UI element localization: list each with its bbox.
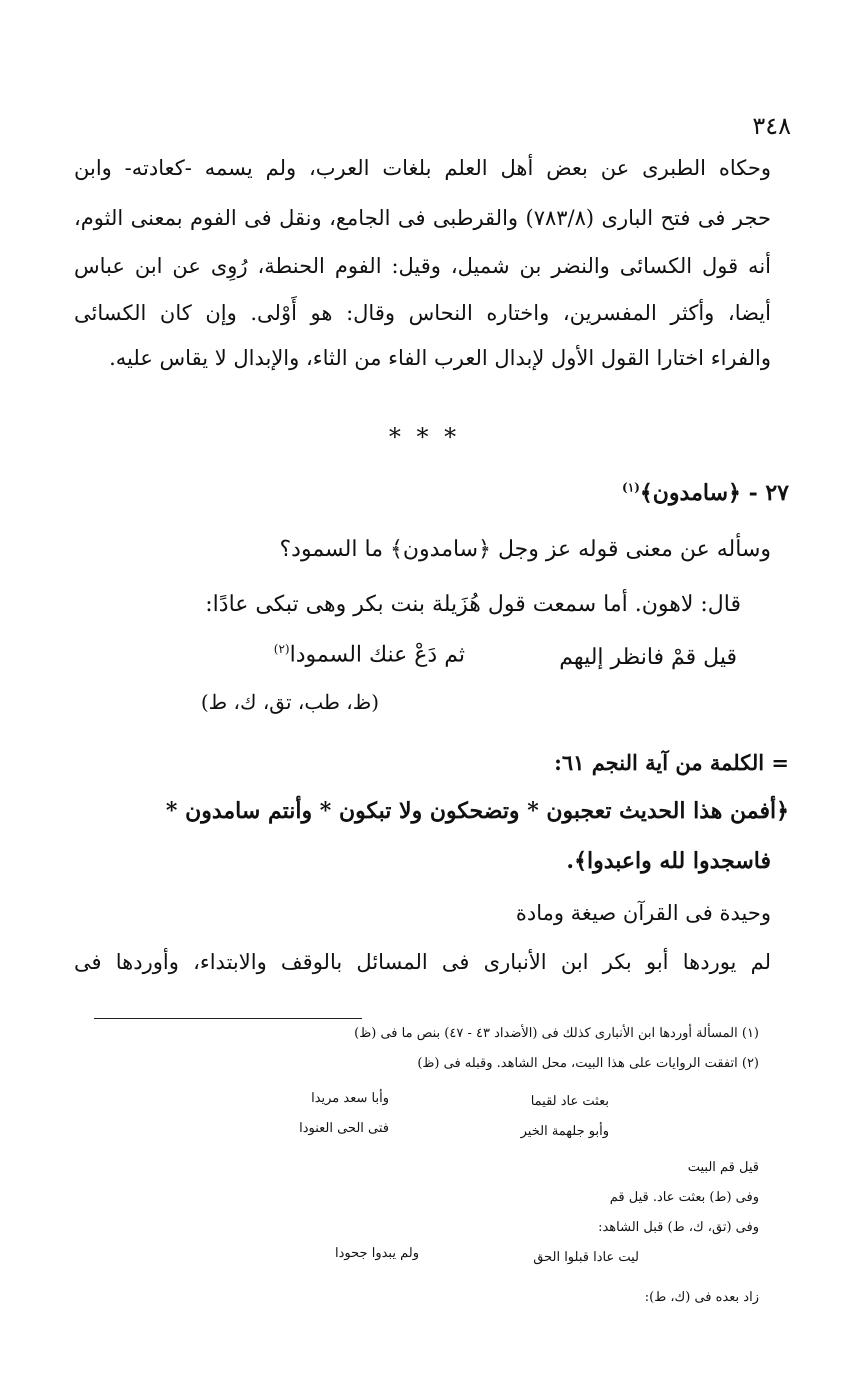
paragraph-line: أنه قول الكسائى والنضر بن شميل، وقيل: الفوم الحنطة، رُوِى عن ابن عباس xyxy=(74,254,771,278)
quran-line: فاسجدوا لله واعبدوا﴾. xyxy=(566,848,771,874)
page-number: ٣٤٨ xyxy=(752,112,791,140)
paragraph-line: والفراء اختارا القول الأول لإبدال العرب الفاء من الثاء، والإبدال لا يقاس عليه. xyxy=(109,346,771,370)
entry-heading-text: ٢٧ - ﴿سامدون﴾ xyxy=(639,480,789,506)
paragraph-line: أيضا، وأكثر المفسرين، واختاره النحاس وقال: هو أَوْلى. وإن كان الكسائى xyxy=(74,301,771,325)
paragraph-line: وحكاه الطبرى عن بعض أهل العلم بلغات العرب، ولم يسمه -كعادته- وابن xyxy=(74,156,771,180)
footnote-verse: بعثت عاد لقيما xyxy=(530,1094,609,1109)
section-separator: * * * xyxy=(388,423,461,451)
footnote-verse: فتى الحى العنودا xyxy=(299,1121,389,1136)
footnote-note: وفى (تق، ك، ط) قبل الشاهد: xyxy=(598,1220,759,1235)
uniqueness-note: وحيدة فى القرآن صيغة ومادة xyxy=(515,901,771,925)
footnote-verse: ولم يبدوا جحودا xyxy=(335,1246,419,1261)
footnote-divider xyxy=(94,1018,362,1019)
footnote-note: وفى (ط) بعثت عاد. قيل قم xyxy=(609,1190,759,1205)
footnote-note: زاد بعده فى (ك، ط): xyxy=(644,1290,759,1305)
verse-hemistich-second-text: ثم دَعْ عنك السمودا xyxy=(289,642,465,668)
verse-hemistich-first: قيل قمْ فانظر إليهم xyxy=(559,645,737,670)
footnote-verse: وأبا سعد مريدا xyxy=(311,1091,389,1106)
entry-heading xyxy=(622,480,789,506)
footnote-2: (٢) اتفقت الروايات على هذا البيت، محل الشاهد. وقبله فى (ظ) xyxy=(417,1056,759,1071)
closing-line: لم يوردها أبو بكر ابن الأنبارى فى المسائل بالوقف والابتداء، وأوردها فى xyxy=(74,950,771,974)
footnote-ref: (٢) xyxy=(273,642,290,656)
answer-line: قال: لاهون. أما سمعت قول هُزَيلة بنت بكر وهى تبكى عادًا: xyxy=(205,592,741,617)
paragraph-line: حجر فى فتح البارى (٧٨٣/٨) والقرطبى فى الجامع، ونقل فى الفوم بمعنى الثوم، xyxy=(74,206,771,230)
verse-sources: (ظ، طب، تق، ك، ط) xyxy=(200,690,379,714)
verse-context: = الكلمة من آية النجم ٦١: xyxy=(554,750,789,775)
footnote-verse: وأبو جلهمة الخير xyxy=(520,1124,609,1139)
footnote-ref: (١) xyxy=(622,480,640,495)
question-line: وسأله عن معنى قوله عز وجل ﴿سامدون﴾ ما السمود؟ xyxy=(279,537,771,562)
footnote-note: قيل قم البيت xyxy=(687,1160,759,1175)
footnote-1: (١) المسألة أوردها ابن الأنبارى كذلك فى (الأضداد ٤٣ - ٤٧) بنص ما فى (ظ) xyxy=(354,1026,759,1041)
footnote-verse: ليت عادا قبلوا الحق xyxy=(533,1250,639,1265)
quran-line: ﴿أفمن هذا الحديث تعجبون * وتضحكون ولا تبكون * وأنتم سامدون * xyxy=(165,798,789,824)
verse-hemistich-second xyxy=(274,642,465,667)
